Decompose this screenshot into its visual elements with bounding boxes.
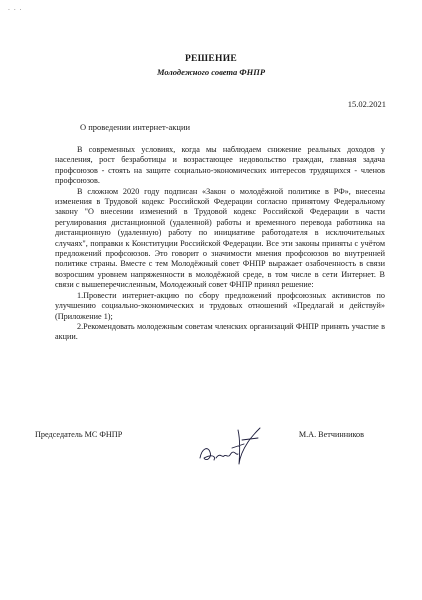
paragraph: В сложном 2020 году подписан «Закон о молодёжной политике в РФ», внесены изменения в Трудовой кодекс Российской Федерации согласно принятому Федеральному закону "О внесении изменений в Трудовой кодекс Российской Федерации в части регулирования дистанционной (удаленной) работы и временного перевода работника на дистанционную (удаленную) работу по инициативе работодателя в исключительных случаях", поправки к Конституции Российской Федерации. Все эти законы приняты с учётом предложений профсоюзов. Это говорит о значимости мнения профсоюзов во внутренней политике страны. Вместе с тем Молодёжный совет ФНПР выражает озабоченность в связи возросшим уровнем напряженности в молодёжной среде, в том числе в сети Интернет. В связи с вышеперечисленным, Молодежный совет ФНПР принял решение: — [55, 186, 385, 290]
document-title: РЕШЕНИЕ — [184, 54, 238, 64]
document-body — [55, 145, 385, 343]
paragraph: 2.Рекомендовать молодежным советам членских организаций ФНПР принять участие в акции. — [55, 321, 385, 342]
signer-position: Председатель МС ФНПР — [35, 430, 123, 439]
signer-name: М.А. Ветчинников — [298, 430, 364, 439]
paragraph: В современных условиях, когда мы наблюдаем снижение реальных доходов у населения, рост безработицы и возрастающее недовольство граждан, главная задача профсоюзов - стоять на защите социально-экономических интересов трудящихся - членов профсоюзов. — [55, 145, 385, 186]
document-subject: О проведении интернет-акции — [80, 122, 191, 132]
document-date: 15.02.2021 — [347, 99, 386, 109]
paragraph: 1.Провести интернет-акцию по сбору предложений профсоюзных активистов по улучшению социально-экономических и трудовых отношений «Предлагай и действуй» (Приложение 1); — [55, 290, 385, 321]
handwritten-signature — [190, 418, 270, 474]
scan-mark: · · · — [8, 7, 23, 14]
signature-block — [0, 418, 422, 478]
document-subtitle: Молодежного совета ФНПР — [156, 67, 266, 77]
